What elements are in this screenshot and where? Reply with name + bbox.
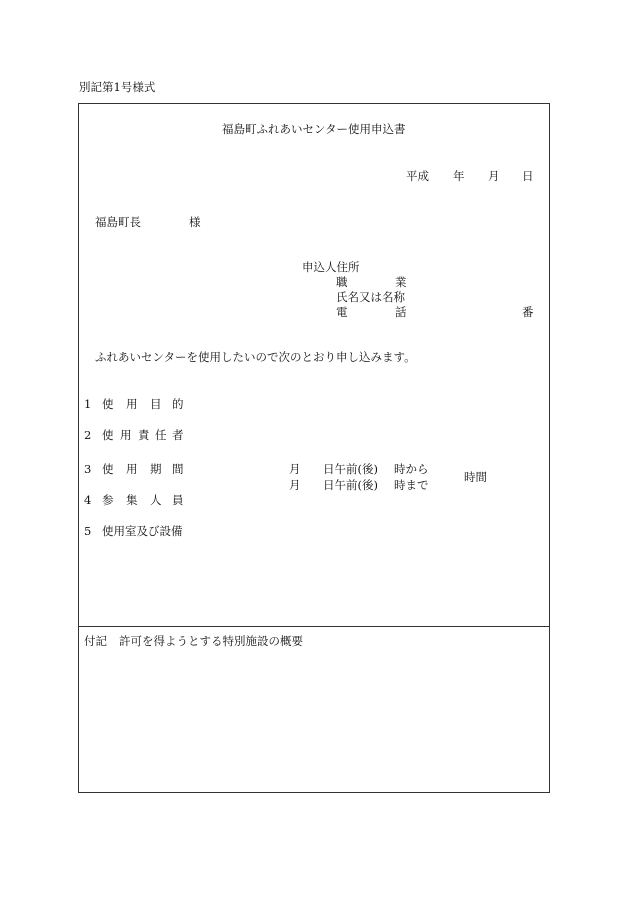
- item-3-char-1: 使: [102, 462, 114, 476]
- note-divider: [78, 626, 550, 627]
- date-year: 年: [453, 169, 465, 183]
- item-1-char-2: 用: [126, 397, 138, 411]
- period-to-time: 時まで: [394, 478, 429, 492]
- applicant-occupation-label-2: 業: [395, 275, 407, 289]
- applicant-name-label: 氏名又は名称: [336, 290, 405, 304]
- item-1-char-4: 的: [172, 397, 184, 411]
- note-text: 許可を得ようとする特別施設の概要: [119, 634, 303, 648]
- item-1-number: 1: [84, 397, 92, 411]
- item-4-char-2: 集: [126, 493, 138, 507]
- period-from-time: 時から: [394, 462, 429, 476]
- date-month: 月: [488, 169, 500, 183]
- date-era: 平成: [406, 169, 429, 183]
- applicant-phone-label-1: 電: [336, 305, 348, 319]
- period-from-month: 月: [289, 462, 301, 476]
- item-2-char-4: 任: [155, 428, 167, 442]
- item-3-char-2: 用: [126, 462, 138, 476]
- application-statement: ふれあいセンターを使用したいので次のとおり申し込みます。: [95, 350, 416, 364]
- item-4-char-1: 参: [102, 493, 114, 507]
- item-3-number: 3: [84, 462, 92, 476]
- item-1-char-1: 使: [102, 397, 114, 411]
- period-to-month: 月: [289, 478, 301, 492]
- period-from-day: 日午前(後): [323, 462, 378, 476]
- form-title: 福島町ふれあいセンター使用申込書: [222, 122, 406, 136]
- note-label: 付記: [84, 634, 107, 648]
- addressee-name: 福島町長: [95, 215, 141, 229]
- period-to-day: 日午前(後): [323, 478, 378, 492]
- item-3-char-3: 期: [150, 462, 162, 476]
- item-3-char-4: 間: [172, 462, 184, 476]
- applicant-phone-label-2: 話: [395, 305, 407, 319]
- applicant-occupation-label-1: 職: [336, 275, 348, 289]
- item-4-char-3: 人: [150, 493, 162, 507]
- applicant-address-label: 申込人住所: [302, 260, 360, 274]
- form-frame: [78, 103, 550, 793]
- addressee-honorific: 様: [189, 215, 201, 229]
- item-2-char-5: 者: [172, 428, 184, 442]
- applicant-phone-suffix: 番: [522, 305, 534, 319]
- item-2-char-1: 使: [102, 428, 114, 442]
- item-4-char-4: 員: [172, 493, 184, 507]
- item-2-number: 2: [84, 428, 92, 442]
- date-day: 日: [522, 169, 534, 183]
- item-1-char-3: 目: [150, 397, 162, 411]
- item-2-char-2: 用: [120, 428, 132, 442]
- item-4-number: 4: [84, 493, 92, 507]
- period-hours: 時間: [464, 470, 487, 484]
- item-5-label: 使用室及び設備: [102, 524, 183, 538]
- item-5-number: 5: [84, 524, 92, 538]
- form-number-label: 別記第1号様式: [79, 80, 156, 94]
- item-2-char-3: 責: [138, 428, 150, 442]
